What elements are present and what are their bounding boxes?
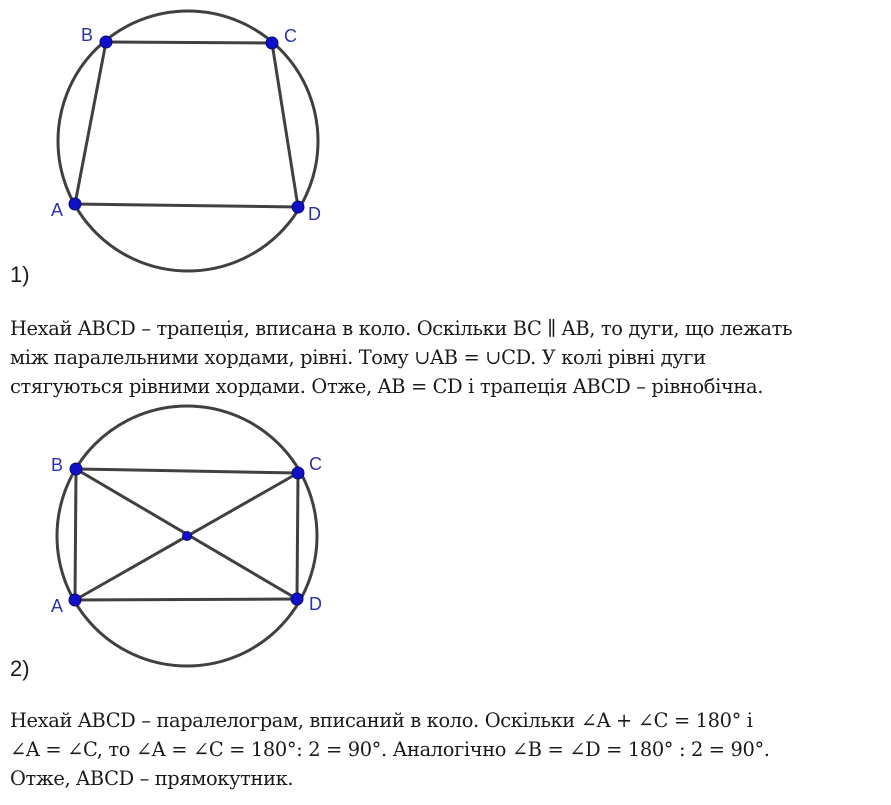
chord-bc-2 xyxy=(76,469,298,473)
center-point-2 xyxy=(183,532,192,541)
explanation-1-line-1: Нехай ABCD – трапеція, вписана в коло. Оскільки BC ∥ AB, то дуги, що лежать xyxy=(10,317,793,340)
point-a-2 xyxy=(69,594,81,606)
point-b-2 xyxy=(70,463,82,475)
label-b-2: B xyxy=(51,455,64,475)
chord-ab-2 xyxy=(75,469,76,600)
explanation-2-line-1: Нехай ABCD – паралелограм, вписаний в коло. Оскільки ∠A + ∠C = 180° і xyxy=(10,709,753,732)
label-b-1: B xyxy=(81,25,94,45)
explanation-2 xyxy=(10,706,888,793)
chord-cd-2 xyxy=(297,473,298,599)
part-label-2: 2) xyxy=(10,656,30,681)
label-d-2: D xyxy=(309,594,322,614)
part-label-1: 1) xyxy=(10,262,30,287)
explanation-1-line-3: стягуються рівними хордами. Отже, AB = CD і трапеція ABCD – рівнобічна. xyxy=(10,375,764,398)
label-d-1: D xyxy=(308,204,321,224)
label-c-1: C xyxy=(284,26,297,46)
label-a-2: A xyxy=(51,596,64,616)
point-d-2 xyxy=(291,593,303,605)
explanation-2-line-3: Отже, ABCD – прямокутник. xyxy=(10,767,294,790)
label-c-2: C xyxy=(309,454,322,474)
explanation-1-line-2: між паралельними хордами, рівні. Тому ∪AB = ∪CD. У колі рівні дуги xyxy=(10,346,706,369)
chord-ad-2 xyxy=(75,599,297,600)
label-a-1: A xyxy=(51,200,64,220)
point-c-2 xyxy=(292,467,304,479)
explanation-2-line-2: ∠A = ∠C, то ∠A = ∠C = 180°: 2 = 90°. Аналогічно ∠B = ∠D = 180° : 2 = 90°. xyxy=(10,738,770,761)
